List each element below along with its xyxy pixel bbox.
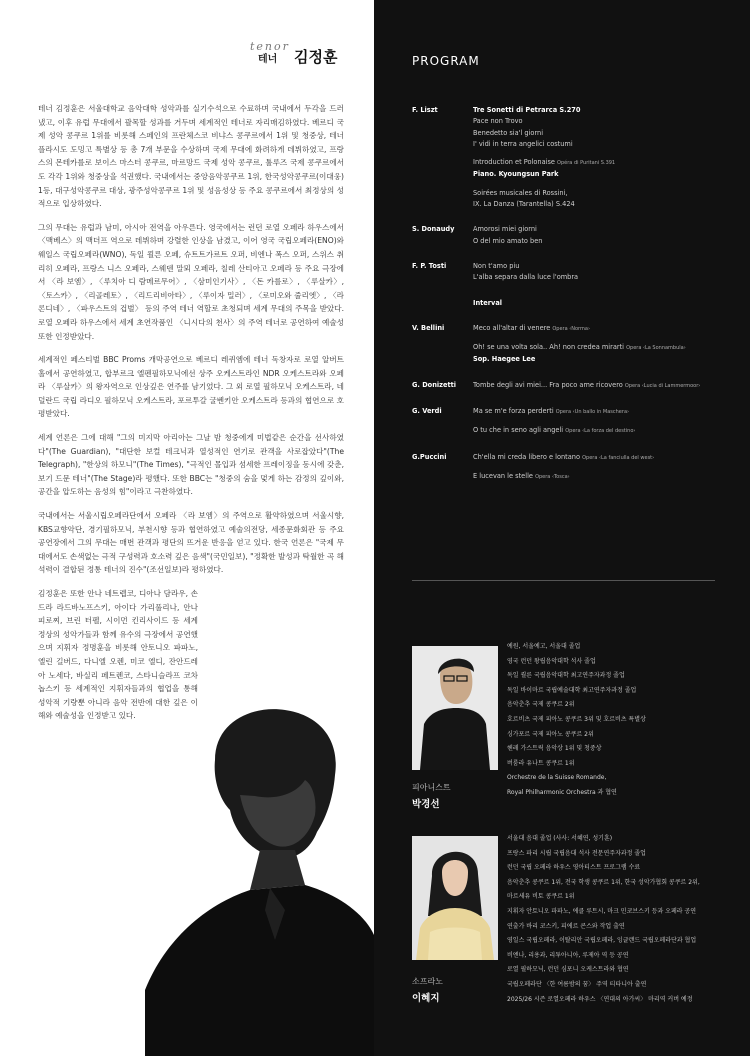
work-text: Meco all'altar di venere: [473, 323, 553, 332]
works-list: [473, 105, 732, 210]
work-title: [473, 323, 732, 335]
work-text: Soirées musicales di Rossini,: [473, 188, 568, 197]
work-title: [473, 354, 732, 365]
opera-source: Opera ‹La forza del destino›: [565, 428, 636, 435]
credit-item: 2025/26 시즌 로열오페라 하우스 〈연대의 아가씨〉 마리역 커버 예정: [507, 995, 693, 1003]
works-list: [473, 406, 732, 438]
opera-source: Opera ‹Un ballo in Maschera›: [555, 409, 630, 416]
credit-item: 싱가포르 국제 피아노 콩쿠르 2위: [507, 730, 594, 738]
spacer: [473, 418, 732, 425]
credit-item: 호르비츠 국제 피아노 콩쿠르 3위 및 호르비츠 특별상: [507, 715, 646, 723]
opera-source: Opéra di Puritani S.391: [557, 160, 616, 167]
work-text: Non t'amo piu: [473, 261, 520, 270]
work-title: [473, 169, 732, 180]
credit-item: 로열 필하모닉, 런던 심포니 오케스트라와 협연: [507, 966, 629, 974]
opera-source: Opera ‹La Sonnambula›: [626, 345, 686, 352]
composer-name: V. Bellini: [412, 323, 445, 332]
credit-item: 독일 바이마르 국립예술대학 최고연주자과정 졸업: [507, 686, 637, 694]
opera-source: Opera ‹Tosca›: [535, 473, 570, 480]
bio-paragraph: 세계적인 페스티벌 BBC Proms 개막공연으로 베르디 레퀴엠에 테너 독창자로 로열 알버트 홀에서 공연하였고, 합부르크 엘펜필하모닉에선 상주 오케스트라인 NDR 오케스트라와 오페라 〈루살카〉의 왕자역으로 인상깊은 연주를 남기었다. 그 외 로열 필하모닉 오케스트라, 네덜란드 국립 라디오 필하모닉 오케스트라, 포르투갈 굴벤키안 오케스트라 등과의 협연으로 호평받았다.: [38, 355, 344, 419]
work-title: [473, 116, 732, 127]
composer-name: S. Donaudy: [412, 225, 455, 234]
opera-source: Opera ‹Norma›: [552, 325, 590, 332]
work-text: E lucevan le stelle: [473, 471, 536, 480]
credit-item: 서울대 음대 졸업 (사사: 서혜연, 성기훈): [507, 835, 613, 842]
spacer: [473, 335, 732, 342]
spacer: [473, 150, 732, 157]
credit-item: 연출가 바리 코스키, 피에르 콘스와 작업 출연: [507, 922, 625, 930]
credit-item: 런던 국립 오페라 하우스 영아티스트 프로그램 수료: [507, 864, 641, 872]
work-title: [473, 139, 732, 150]
work-text: Interval: [473, 298, 503, 307]
bio-paragraph: 그의 무대는 유럽과 남미, 아시아 전역을 아우른다. 영국에서는 런던 로열 오페라 하우스에서 〈맥베스〉의 맥더프 역으로 데뷔하며 강렬한 인상을 남겼고, 이어 영국 국립오페라(ENO)와 웨일스 국립오페라(WNO), 독일 쾰른 오페, 슈트트가르트 오퍼, 비엔나 폭스 오퍼, 스위스 취리히 오페라, 프랑스 니스 오페라, 스웨덴 말뫼 오페라, 칠레 산티아고 오페라 등 주요 극장에서 〈라 보엠〉, 〈루치아 디 람메르무어〉, 〈삼미인기사〉, 〈돈 카를로〉, 〈루살카〉, 〈토스카〉, 〈리골레토〉, 〈리드리비아타〉, 〈루이자 밀러〉, 〈로미오와 줄리엣〉, 〈라 론디네〉, 〈파우스트의 겁벌〉 등의 주역 테너 역할로 초청되며 세계 무대의 주목을 받았다. 로열 오페라 하우스에서 세계 초연작품인 〈니시다의 천사〉의 주역 테너로 공연하여 예술성 또한 인정받았다.: [38, 222, 344, 341]
work-title: [473, 471, 732, 483]
composer-name: G. Verdi: [412, 407, 442, 416]
spacer: [473, 464, 732, 471]
composer-name: G. Donizetti: [412, 380, 457, 389]
program-entry: [412, 380, 732, 392]
tenor-name: 김정훈: [294, 48, 338, 66]
spacer: [473, 181, 732, 188]
work-text: Benedetto sia'l giorni: [473, 128, 544, 137]
work-title: [473, 199, 732, 210]
tenor-biography: [38, 102, 344, 733]
soprano-role: 소프라노: [412, 977, 443, 986]
work-text: Tre Sonetti di Petrarca S.270: [473, 106, 581, 114]
work-text: Ch'ella mi creda libero e lontano: [473, 452, 583, 461]
credit-item: 마르세유 비토 콩쿠르 1위: [507, 893, 575, 901]
work-text: Piano. Kyoungsun Park: [473, 170, 559, 179]
pianist-name: 박경선: [412, 799, 440, 810]
work-title: [473, 236, 732, 247]
tenor-bio-panel: [0, 0, 374, 1056]
pianist-credits: [507, 640, 732, 801]
work-text: Pace non Trovo: [473, 117, 523, 126]
pianist-photo: [412, 646, 498, 770]
work-title: [473, 452, 732, 464]
credit-item: 헨레 가스트릭 음악상 1위 및 청중상: [507, 745, 602, 753]
work-text: Introduction et Polonaise: [473, 158, 558, 167]
work-text: L'alba separa dalla luce l'ombra: [473, 273, 579, 282]
works-list: [473, 298, 732, 309]
program-entry: [412, 452, 732, 484]
credit-item: 프랑스 파리 시립 국립음대 석사 전문연주자과정 졸업: [507, 849, 646, 857]
credit-item: 음악춘추 국제 콩쿠르 2위: [507, 701, 575, 709]
program-list: [412, 105, 732, 497]
soprano-name: 이혜지: [412, 993, 440, 1004]
work-title: [473, 298, 732, 309]
work-title: [473, 425, 732, 437]
work-title: [473, 380, 732, 392]
credit-item: 영국 런던 왕립음악대학 석사 졸업: [507, 657, 596, 665]
work-text: Tombe degli avi miei... Fra poco ame ricovero: [473, 380, 625, 389]
opera-source: Opera ‹La fanciulla del west›: [582, 454, 655, 461]
work-title: [473, 272, 732, 283]
pianist-role: 피아니스트: [412, 783, 451, 792]
bio-paragraph: 세계 언론은 그에 대해 "그의 미지막 아리아는 그날 밤 청중에게 미법같은 순간을 선사하였다"(The Guardian), "대단한 보컬 테크닉과 열성적인 연기로 관객을 사로잡았다"(The Telegraph), "한상의 하모니"(The Times), "극적인 몰입과 섬세한 프레이징을 동시에 갖춘, 보기 드문 테너"(The Stage)라 평했다. 또한 BBC는 "청중의 숨을 멎게 하는 감정의 깊이와, 공간을 압도하는 음성의 힘"이라고 극찬하였다.: [38, 433, 344, 497]
tenor-role: 테너: [258, 54, 278, 65]
work-title: [473, 188, 732, 199]
works-list: [473, 261, 732, 284]
credit-item: 음악춘추 콩쿠르 1위, 전국 학생 콩쿠르 1위, 한국 성악가협회 콩쿠르 2위,: [507, 878, 700, 886]
program-title: PROGRAM: [412, 54, 480, 68]
program-panel: [374, 0, 750, 1056]
work-text: O del mio amato ben: [473, 236, 543, 245]
bio-paragraph: 테너 김정훈은 서울대학교 음악대학 성악과를 실기수석으로 수료하며 국내에서 두각을 드러냈고, 이후 유럽 무대에서 괄목할 성과를 거두며 세계적인 테너로 자리매김하였다. 베르디 국제 성악 콩쿠르 1위를 비롯해 스페인의 프란체스코 비냐스 콩쿠르에서 1위 및 청중상, 테너 플라시도 도밍고 특별상 등 총 7개 부문을 수상하며 국제 무대에 화려하게 데뷔하였고, 프랑스의 몬테카를로 보이스 마스터 콩쿠르, 마르망드 국제 성악 콩쿠르, 툴루즈 국제 콩쿠르에서도 각각 1위와 청중상을 석권했다. 국내에서는 중앙음악콩쿠르 1위, 한국성악콩쿠르(이대웅) 1등, 대구성악콩쿠르 대상, 광주성악콩쿠르 1위 및 성음성상 등 주요 콩쿠르에서 최정상의 성적으로 입상하였다.: [38, 104, 344, 209]
credit-item: Orchestre de la Suisse Romande,: [507, 774, 607, 782]
works-list: [473, 452, 732, 484]
composer-name: F. P. Tosti: [412, 261, 447, 270]
tenor-portrait-photo: [145, 700, 374, 1056]
credit-item: 독일 쾰른 국립음악대학 최고연주자과정 졸업: [507, 672, 625, 680]
work-title: [473, 406, 732, 418]
program-entry: [412, 406, 732, 438]
opera-source: Opera ‹Lucia di Lammermoor›: [624, 382, 701, 389]
work-text: I' vidi in terra angelici costumi: [473, 139, 573, 148]
work-title: [473, 105, 732, 116]
bio-paragraph: 국내에서는 서울시립오페라단에서 오페라 〈라 보엠〉의 주역으로 활약하였으며 서울시향, KBS교향악단, 경기필하모닉, 부천시향 등과 협연하였고 예술의전당, 세종문화회관 등 주요 공연장에서 그의 무대는 매번 관객과 평단의 뜨거운 반응을 얻고 있다. 한국 언론은 "국제 무대에서도 손색없는 극적 구성력과 호소력 깊은 음색"(국민일보), "정확한 발성과 탁월한 곡 해석력이 결합된 정통 테너의 진수"(조선일보)라 평하였다.: [38, 511, 344, 575]
soprano-credits: [507, 832, 732, 1007]
work-text: O tu che in seno agli angeli: [473, 426, 566, 435]
work-title: [473, 342, 732, 354]
work-text: Oh! se una volta sola.. Ah! non credea mirarti: [473, 343, 627, 352]
works-list: [473, 380, 732, 392]
work-title: [473, 128, 732, 139]
tenor-script-label: tenor: [250, 40, 290, 53]
work-title: [473, 224, 732, 235]
works-list: [473, 224, 732, 247]
composer-name: F. Liszt: [412, 106, 438, 114]
work-text: Ma se m'e forza perderti: [473, 407, 556, 416]
credit-item: 지휘자 안토니오 파파노, 에클 루트시, 마크 민코브스키 등과 오페라 공연: [507, 907, 697, 915]
works-list: [473, 323, 732, 366]
work-text: IX. La Danza (Tarantella) S.424: [473, 200, 575, 209]
program-entry: [412, 261, 732, 284]
work-title: [473, 157, 732, 169]
credit-item: 영일스 국립오페라, 이탈리안 국립오페라, 잉글랜드 국립오페라단과 협업: [507, 937, 697, 945]
credit-item: 국립오페라단 〈한 여름밤의 꿈〉 주역 티타니아 출연: [507, 980, 647, 988]
composer-name: G.Puccini: [412, 452, 447, 461]
program-divider: [412, 580, 715, 581]
bio-paragraph: 김정훈은 또한 안나 네트렙코, 디아나 담라우, 손드라 라드바노프스키, 아이다 가리풀리나, 안나 피로찌, 브린 터펠, 시이먼 킨리사이드 등 세계 정상의 성악가들과 함께 유수의 극장에서 공연했으며 지휘자 정명훈을 비롯해 안토니오 파파노, 엘린 길버드, 다니엘 오렌, 미코 엘디, 잔안드레아 노세다, 바실리 페트렌코, 스타니슬라프 코차놉스키 등 세계적인 지휘자들과의 협업을 통해 성악적 기량뿐 아니라 음악 전반에 대한 깊은 이해와 예술성을 인정받고 있다.: [38, 589, 198, 721]
work-text: Amorosi miei giorni: [473, 225, 537, 234]
credit-item: Royal Philharmonic Orchestra 과 협연: [507, 788, 617, 796]
program-entry: [412, 105, 732, 210]
credit-item: 예원, 서울예고, 서울대 졸업: [507, 643, 581, 650]
credit-item: 비엔나, 리용과, 리투아니아, 루제아 역 등 공연: [507, 951, 629, 959]
program-entry: [412, 224, 732, 247]
program-entry: [412, 323, 732, 366]
soprano-photo: [412, 836, 498, 960]
program-entry: [412, 298, 732, 309]
work-text: Sop. Haegee Lee: [473, 355, 536, 364]
work-title: [473, 261, 732, 272]
credit-item: 버룸라 유나트 콩쿠르 1위: [507, 759, 575, 767]
